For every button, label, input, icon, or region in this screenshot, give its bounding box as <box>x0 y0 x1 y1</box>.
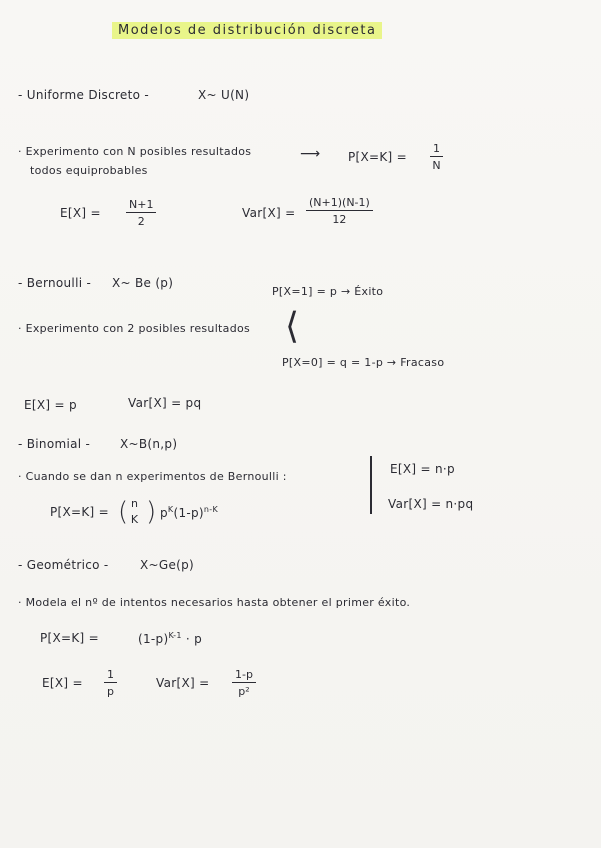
uniforme-desc-line2: todos equiprobables <box>30 164 148 177</box>
binom-bottom: K <box>130 513 139 526</box>
bernoulli-notation: X~ Be (p) <box>112 276 174 290</box>
bernoulli-desc: · Experimento con 2 posibles resultados <box>18 322 251 335</box>
binomial-coefficient <box>128 497 141 526</box>
geometrico-e-lhs: E[X] = <box>42 676 83 690</box>
uniforme-var-lhs: Var[X] = <box>242 206 296 220</box>
geometrico-var-fraction <box>232 668 256 698</box>
uniforme-notation: X~ U(N) <box>198 88 250 102</box>
geometrico-heading: - Geométrico - <box>18 558 109 572</box>
binomial-exp-nk: n-K <box>203 505 219 514</box>
fraction-numerator: 1 <box>433 142 440 155</box>
uniforme-e-fraction <box>126 198 156 228</box>
geometrico-prob-exp: K-1 <box>168 631 182 640</box>
brace-icon: ⟨ <box>285 306 300 347</box>
bernoulli-heading: - Bernoulli - <box>18 276 92 290</box>
page-title: Modelos de distribución discreta <box>112 22 382 39</box>
fraction-denominator: p² <box>238 685 250 698</box>
geometrico-notation: X~Ge(p) <box>140 558 195 572</box>
binomial-notation: X~B(n,p) <box>120 437 178 451</box>
geometrico-prob-tail: · p <box>185 632 203 646</box>
bernoulli-p0: P[X=0] = q = 1-p → Fracaso <box>282 356 445 369</box>
uniforme-prob-lhs: P[X=K] = <box>348 150 408 164</box>
binomial-one-minus-p: (1-p) <box>173 506 204 520</box>
binom-close-paren: ) <box>146 497 157 527</box>
fraction-numerator: N+1 <box>129 198 154 211</box>
geometrico-prob-lhs: P[X=K] = <box>40 631 100 645</box>
geometrico-prob-base: (1-p) <box>138 632 169 646</box>
binomial-prob-rest <box>160 505 218 520</box>
fraction-denominator: p <box>107 685 114 698</box>
binomial-p: p <box>160 506 168 520</box>
binomial-heading: - Binomial - <box>18 437 91 451</box>
binom-open-paren: ( <box>118 497 129 527</box>
geometrico-var-lhs: Var[X] = <box>156 676 210 690</box>
arrow-icon: ⟶ <box>300 146 321 162</box>
bernoulli-var: Var[X] = pq <box>128 396 202 410</box>
fraction-numerator: 1 <box>107 668 114 681</box>
binomial-e: E[X] = n·p <box>390 462 455 476</box>
binomial-var: Var[X] = n·pq <box>388 497 474 511</box>
geometrico-desc: · Modela el nº de intentos necesarios hasta obtener el primer éxito. <box>18 596 411 609</box>
bernoulli-e: E[X] = p <box>24 398 77 412</box>
uniforme-desc-line1: · Experimento con N posibles resultados <box>18 145 252 158</box>
bernoulli-p1: P[X=1] = p → Éxito <box>272 285 384 298</box>
binomial-prob-lhs: P[X=K] = <box>50 505 110 519</box>
fraction-numerator: (N+1)(N-1) <box>309 196 370 209</box>
uniforme-heading: - Uniforme Discreto - <box>18 88 150 102</box>
geometrico-e-fraction <box>104 668 117 698</box>
uniforme-var-fraction <box>306 196 373 226</box>
fraction-denominator: N <box>432 159 441 172</box>
binomial-desc: · Cuando se dan n experimentos de Bernoulli : <box>18 470 287 483</box>
divider-line <box>370 456 372 514</box>
binomial-exp-k: K <box>167 505 174 514</box>
uniforme-e-lhs: E[X] = <box>60 206 101 220</box>
fraction-denominator: 2 <box>137 215 145 228</box>
binom-top: n <box>131 497 138 510</box>
geometrico-prob-rhs <box>138 631 202 646</box>
uniforme-prob-fraction <box>430 142 443 172</box>
fraction-numerator: 1-p <box>235 668 253 681</box>
fraction-denominator: 12 <box>332 213 347 226</box>
